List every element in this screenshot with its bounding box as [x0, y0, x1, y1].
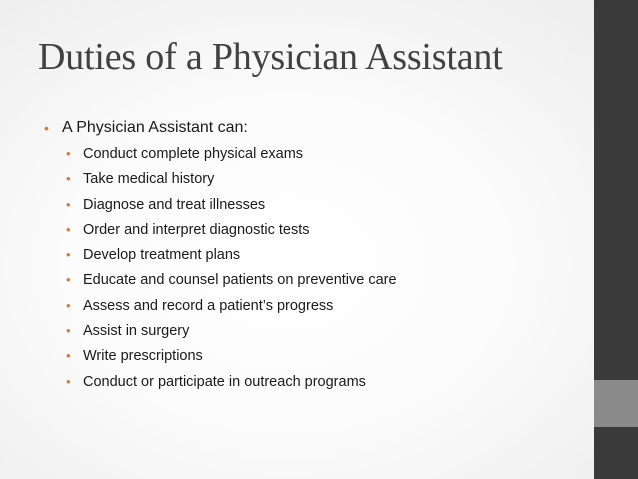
list-item-text: Develop treatment plans [83, 247, 241, 264]
slide-title: Duties of a Physician Assistant [38, 36, 503, 78]
list-item-text: Conduct complete physical exams [83, 146, 304, 162]
list-item-text: Write prescriptions [83, 348, 203, 365]
bullet-icon: • [66, 348, 71, 364]
bullet-icon: • [66, 272, 71, 288]
side-accent-block [594, 380, 638, 427]
bullet-icon: • [66, 196, 71, 212]
intro-text: A Physician Assistant can: [62, 119, 248, 136]
bullet-icon: • [44, 120, 49, 136]
list-item-text: Diagnose and treat illnesses [83, 196, 266, 213]
list-item-text: Educate and counsel patients on preventive care [83, 272, 397, 289]
list-item-text: Conduct or participate in outreach programs [83, 373, 366, 390]
list-item-text: Take medical history [83, 171, 215, 188]
bullet-icon: • [66, 373, 71, 389]
bullet-icon: • [66, 323, 71, 339]
bullet-icon: • [66, 247, 71, 263]
bullet-icon: • [66, 146, 71, 161]
bullet-icon: • [66, 297, 71, 313]
bullet-icon: • [66, 171, 71, 187]
list-item-text: Assist in surgery [83, 323, 190, 340]
bullet-icon: • [66, 221, 71, 237]
list-item-text: Order and interpret diagnostic tests [83, 221, 310, 238]
list-item-text: Assess and record a patient’s progress [83, 297, 334, 314]
